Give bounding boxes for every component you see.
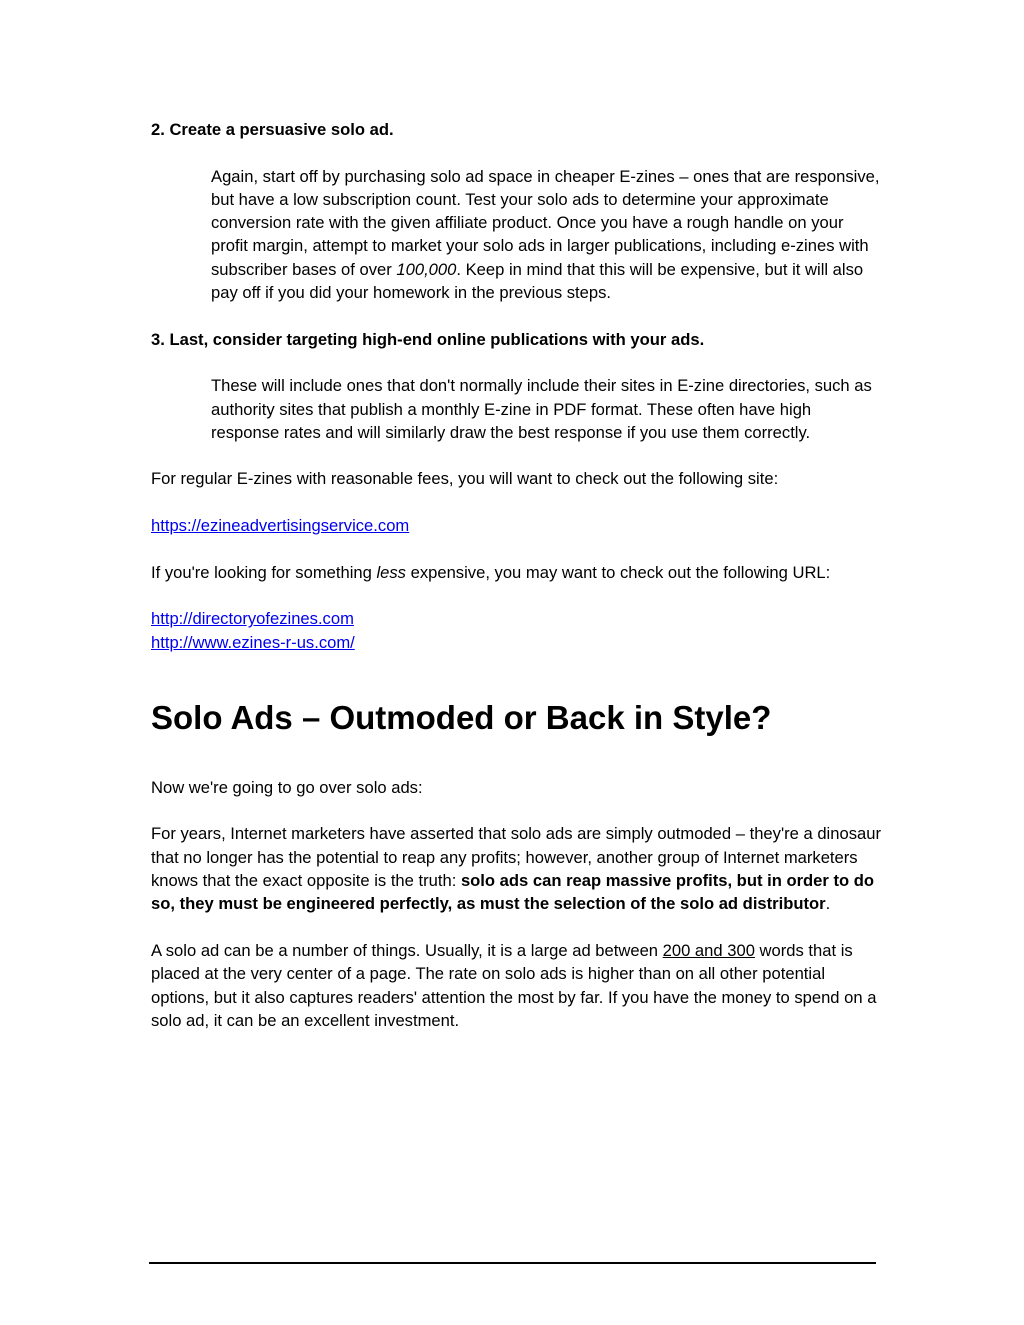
para2-text-b: words that is placed at the very center of a page. The rate on solo ads is higher than on all other potential options, but it also captures readers' attention the most by far. If you have the money to spend on a solo ad, it can be an excellent investment.: [151, 940, 877, 1030]
regular-link-line: [151, 514, 881, 537]
para1-bold-claim: solo ads can reap massive profits, but in order to do so, they must be engineered perfectly, as must the selection of the solo ad distributor: [151, 871, 875, 914]
step-2-text-a: Again, start off by purchasing solo ad space in cheaper E-zines – ones that are responsive, but have a low subscription count. Test your solo ads to determine your approximate conversion rate with the given affiliate product. Once you have a rough handle on your profit margin, attempt to market your solo ads in larger publications, including e-zines with subscriber bases of over: [211, 166, 880, 279]
step-2-paragraph: [211, 165, 881, 305]
footer-divider: [149, 1262, 876, 1264]
step-3-paragraph: These will include ones that don't normally include their sites in E-zine directories, such as authority sites that publish a monthly E-zine in PDF format. These often have high response rates and will similarly draw the best response if you use them correctly.: [211, 376, 872, 442]
step-2-heading: 2. Create a persuasive solo ad.: [151, 120, 394, 139]
ezines-r-us-link[interactable]: http://www.ezines-r-us.com/: [151, 632, 355, 652]
section-paragraph-2: [151, 939, 881, 1032]
ezine-advertising-service-link[interactable]: https://ezineadvertisingservice.com: [151, 516, 410, 536]
section-intro: Now we're going to go over solo ads:: [151, 777, 423, 797]
section-title: Solo Ads – Outmoded or Back in Style?: [151, 698, 772, 736]
cheaper-ezines-text: [151, 561, 881, 584]
cheaper-text-a: If you're looking for something: [151, 562, 377, 582]
less-emphasis: less: [376, 562, 406, 582]
subscriber-count: 100,000: [396, 259, 457, 279]
para2-text-a: A solo ad can be a number of things. Usually, it is a large ad between: [151, 940, 663, 960]
para1-text-b: .: [825, 894, 831, 914]
step-3-heading: 3. Last, consider targeting high-end online publications with your ads.: [151, 329, 705, 349]
word-range: 200 and 300: [662, 940, 755, 960]
cheaper-link-line-1: [151, 607, 881, 630]
para1-text-a: For years, Internet marketers have asserted that solo ads are simply outmoded – they're a dinosaur that no longer has the potential to reap any profits; however, another group of Internet marketers knows that the exact opposite is the truth:: [151, 824, 881, 891]
regular-ezines-text: For regular E-zines with reasonable fees, you will want to check out the following site:: [151, 469, 779, 489]
directory-of-ezines-link[interactable]: http://directoryofezines.com: [151, 609, 354, 629]
document-page: [151, 118, 881, 1032]
cheaper-text-b: expensive, you may want to check out the following URL:: [405, 562, 831, 582]
section-paragraph-1: [151, 822, 881, 915]
step-2-text-b: . Keep in mind that this will be expensive, but it will also pay off if you did your homework in the previous steps.: [211, 259, 864, 303]
cheaper-link-line-2: [151, 631, 881, 654]
